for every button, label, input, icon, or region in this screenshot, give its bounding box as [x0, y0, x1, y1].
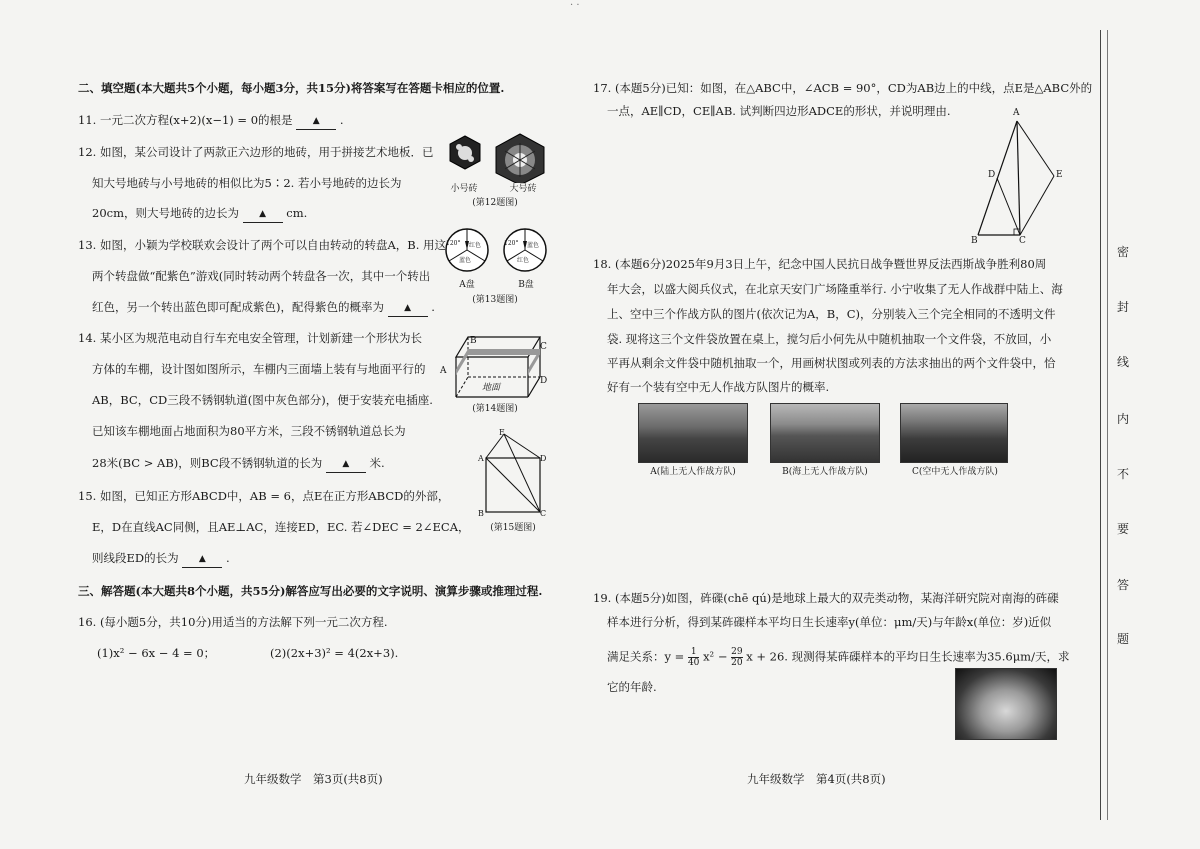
- q13-line3: [92, 299, 435, 317]
- q17-line1: 17. (本题5分)已知：如图，在△ABC中，∠ACB = 90°，CD为AB边上的中线，点E是△ABC外的: [593, 81, 1093, 95]
- q19-line3-a: 满足关系：y =: [607, 649, 685, 664]
- seal-line: [1100, 30, 1101, 820]
- fig17-label-a: A: [1013, 108, 1020, 118]
- fig17-label-b: B: [971, 236, 978, 246]
- fig13-a-sector2: 红色: [469, 242, 482, 249]
- seal-char: 题: [1116, 632, 1129, 646]
- seal-char: 要: [1116, 522, 1129, 536]
- fig13-b-sector2: 蓝色: [527, 242, 540, 249]
- photo-sea-drone-squad: [770, 403, 880, 463]
- fraction-numerator: 1: [688, 647, 699, 658]
- question-16: 16. (每小题5分，共10分)用适当的方法解下列一元二次方程.: [78, 615, 388, 629]
- fig13-spinners: [440, 225, 555, 277]
- seal-char: 答: [1116, 578, 1129, 592]
- fig12-caption: (第12题图): [472, 198, 518, 208]
- fig15-label-d: D: [540, 454, 547, 463]
- fig12-hexagon-tiles: [445, 133, 550, 183]
- q19-line3-b: x² −: [703, 649, 728, 664]
- fraction-denominator: 20: [731, 658, 743, 668]
- seal-char: 封: [1116, 300, 1129, 314]
- fig13-a-sector1: 120°: [446, 240, 461, 247]
- q15-line1: 15. 如图，已知正方形ABCD中，AB = 6，点E在正方形ABCD的外部，: [78, 489, 450, 503]
- fig12-small-label: 小号砖: [450, 184, 478, 194]
- q19-line1: 19. (本题5分)如图，砗磲(chē qú)是地球上最大的双壳类动物，某海洋研究院对南海的砗磲: [593, 591, 1059, 605]
- q18-line4: 袋. 现将这三个文件袋放置在桌上，搅匀后小何先从中随机抽取一个文件袋，不放回，小: [607, 332, 1052, 346]
- q15-line3: [92, 550, 230, 568]
- q11-end: .: [339, 113, 344, 127]
- photo-b-caption: B(海上无人作战方队): [782, 467, 868, 477]
- seal-line-inner: [1107, 30, 1108, 820]
- seal-char: 密: [1116, 245, 1129, 259]
- q18-line5: 平再从剩余文件袋中随机抽取一个，用画树状图或列表的方法求抽出的两个文件袋中，恰: [607, 356, 1056, 370]
- fig15-label-a: A: [478, 454, 484, 463]
- section-2-title: 二、填空题(本大题共5个小题，每小题3分，共15分)将答案写在答题卡相应的位置.: [78, 81, 505, 95]
- q15-line3-a: 则线段ED的长为: [92, 551, 179, 565]
- fig12-big-label: 大号砖: [509, 184, 537, 194]
- seal-char: 不: [1116, 467, 1129, 481]
- fig14-label-d: D: [540, 376, 548, 386]
- fig13-a-sector3: 蓝色: [459, 257, 472, 264]
- fig15-square: [478, 430, 548, 522]
- q11-text: 11. 一元二次方程(x+2)(x−1) = 0的根是: [78, 113, 293, 127]
- q13-line2: 两个转盘做“配紫色”游戏(同时转动两个转盘各一次，其中一个转出: [92, 269, 431, 283]
- fig17-label-c: C: [1019, 236, 1026, 246]
- q14-line2: 方体的车棚，设计图如图所示，车棚内三面墙上装有与地面平行的: [92, 362, 426, 376]
- answer-blank: ▲: [312, 116, 320, 126]
- answer-blank: ▲: [259, 209, 267, 219]
- seal-char: 线: [1116, 355, 1129, 369]
- fig15-label-c: C: [540, 509, 547, 518]
- q12-line2: 知大号地砖与小号地砖的相似比为5∶2. 若小号地砖的边长为: [92, 176, 402, 190]
- q17-line2: 一点，AE∥CD，CE∥AB. 试判断四边形ADCE的形状，并说明理由.: [607, 104, 951, 118]
- header-mark: · ·: [570, 0, 580, 11]
- fig13-b-label: B盘: [518, 280, 534, 290]
- q18-line2: 年大会，以盛大阅兵仪式，在北京天安门广场隆重举行. 小宁收集了无人作战群中陆上、海: [607, 282, 1063, 296]
- q13-line3-b: .: [431, 300, 435, 314]
- q14-line5: [92, 455, 385, 473]
- q12-line1: 12. 如图，某公司设计了两款正六边形的地砖，用于拼接艺术地板．已: [78, 145, 434, 159]
- q19-line3-c: x + 26. 现测得某砗磲样本的平均日生长速率为35.6μm/天，求: [746, 649, 1070, 664]
- answer-blank: ▲: [198, 554, 206, 564]
- q15-line3-b: .: [225, 551, 230, 565]
- q12-line3: [92, 205, 307, 223]
- q14-line1: 14. 某小区为规范电动自行车充电安全管理，计划新建一个形状为长: [78, 331, 422, 345]
- answer-blank: ▲: [404, 303, 412, 313]
- q14-line4: 已知该车棚地面占地面积为80平方米，三段不锈钢轨道总长为: [92, 424, 406, 438]
- q12-line3-b: cm.: [286, 206, 308, 220]
- q13-line1: 13. 如图，小颖为学校联欢会设计了两个可以自由转动的转盘A，B. 用这: [78, 238, 447, 252]
- q14-line5-b: 米.: [369, 456, 385, 470]
- answer-blank: ▲: [342, 459, 350, 469]
- fig14-floor-label: 地面: [482, 383, 501, 393]
- q18-line1: 18. (本题6分)2025年9月3日上午，纪念中国人民抗日战争暨世界反法西斯战争胜利80周: [593, 257, 1047, 271]
- q19-line4: 它的年龄.: [607, 680, 657, 694]
- q13-line3-a: 红色，另一个转出蓝色即可配成紫色)，配得紫色的概率为: [92, 300, 384, 314]
- fraction-29-20: [731, 647, 742, 668]
- fig17-label-e: E: [1056, 170, 1063, 180]
- q12-line3-a: 20cm，则大号地砖的边长为: [92, 206, 239, 220]
- q18-line3: 上、空中三个作战方队的图片(依次记为A，B，C)，分别装入三个完全相同的不透明文件: [607, 307, 1056, 321]
- fraction-numerator: 29: [731, 647, 743, 657]
- q14-line3: AB，BC，CD三段不锈钢轨道(图中灰色部分)，便于安装充电插座.: [92, 393, 433, 407]
- fig14-label-b: B: [470, 336, 477, 346]
- photo-a-caption: A(陆上无人作战方队): [650, 467, 736, 477]
- photo-air-drone-squad: [900, 403, 1008, 463]
- page-3: [0, 0, 575, 849]
- page4-footer: 九年级数学 第4页(共8页): [747, 772, 886, 786]
- q19-line3: [607, 647, 1069, 668]
- fig14-label-c: C: [540, 342, 547, 352]
- q16-part1: (1)x² − 6x − 4 = 0；: [97, 646, 216, 660]
- q15-line2: E，D在直线AC同侧，且AE⊥AC，连接ED，EC. 若∠DEC = 2∠ECA，: [92, 520, 470, 534]
- section-3-title: 三、解答题(本大题共8个小题，共55分)解答应写出必要的文字说明、演算步骤或推理过程.: [78, 584, 543, 598]
- fig14-label-a: A: [440, 366, 447, 376]
- fraction-denominator: 40: [687, 658, 700, 668]
- fig13-caption: (第13题图): [472, 295, 518, 305]
- q14-line5-a: 28米(BC > AB)，则BC段不锈钢轨道的长为: [92, 456, 323, 470]
- photo-giant-clam: [955, 668, 1057, 740]
- seal-char: 内: [1116, 412, 1129, 426]
- q18-line6: 好有一个装有空中无人作战方队图片的概率.: [607, 380, 830, 394]
- fig17-triangle: [970, 118, 1060, 244]
- fig17-label-d: D: [988, 170, 996, 180]
- fraction-1-40: [688, 647, 699, 668]
- page-4: [575, 0, 1100, 849]
- fig15-caption: (第15题图): [490, 523, 536, 533]
- fig14-caption: (第14题图): [472, 404, 518, 414]
- fig13-a-label: A盘: [459, 280, 475, 290]
- q19-line2: 样本进行分析，得到某砗磲样本平均日生长速率y(单位：μm/天)与年龄x(单位：岁)近似: [607, 615, 1052, 629]
- q16-part2: (2)(2x+3)² = 4(2x+3).: [270, 646, 399, 660]
- page3-footer: 九年级数学 第3页(共8页): [244, 772, 383, 786]
- question-11: [78, 112, 344, 130]
- photo-land-drone-squad: [638, 403, 748, 463]
- fig15-label-e: E: [499, 428, 505, 437]
- photo-c-caption: C(空中无人作战方队): [912, 467, 998, 477]
- fig13-b-sector1: 120°: [504, 240, 519, 247]
- fig15-label-b: B: [478, 509, 484, 518]
- fig13-b-sector3: 红色: [517, 257, 530, 264]
